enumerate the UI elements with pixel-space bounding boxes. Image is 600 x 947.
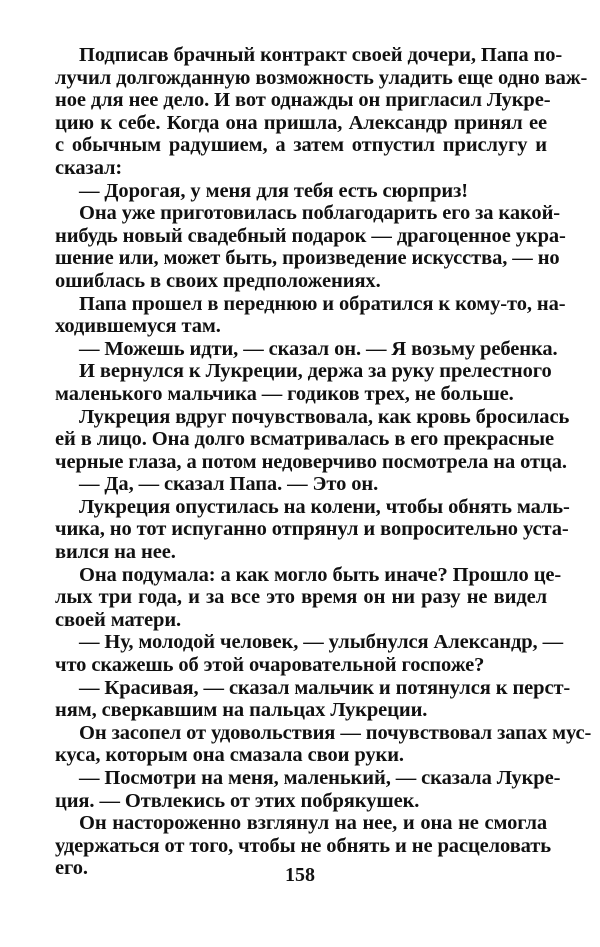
text-line: И вернулся к Лукреции, держа за руку прелестного xyxy=(79,360,552,383)
text-line: лучил долгожданную возможность уладить еще одно важ- xyxy=(55,66,588,89)
text-line: — Да, — сказал Папа. — Это он. xyxy=(79,473,379,496)
text-line: — Посмотри на меня, маленький, — сказала Лукре- xyxy=(79,767,561,789)
text-line: Она уже приготовилась поблагодарить его за какой- xyxy=(79,202,561,225)
text-line: с обычным радушием, а затем отпустил прислугу и xyxy=(55,134,547,157)
text-line: чика, но тот испуганно отпрянул и вопросительно уста- xyxy=(55,518,569,541)
text-line: ное для нее дело. И вот однажды он пригласил Лукре- xyxy=(55,89,551,112)
text-line: его. xyxy=(55,857,88,880)
text-line: куса, которым она смазала свои руки. xyxy=(55,744,404,767)
text-line: удержаться от того, чтобы не обнять и не расцеловать xyxy=(55,834,551,857)
text-line: Лукреция вдруг почувствовала, как кровь бросилась xyxy=(79,405,570,428)
text-line: Подписав брачный контракт своей дочери, Папа по- xyxy=(79,44,563,66)
text-line: Он настороженно взглянул на нее, и она не смогла xyxy=(79,812,547,835)
text-line: Он засопел от удовольствия — почувствовал запах мус- xyxy=(79,721,592,744)
body-text xyxy=(55,44,592,880)
text-line: — Красивая, — сказал мальчик и потянулся к перст- xyxy=(79,676,571,699)
text-line: черные глаза, а потом недоверчиво посмотрела на отца. xyxy=(55,450,567,473)
text-line: что скажешь об этой очаровательной госпоже? xyxy=(55,654,485,677)
text-line: своей матери. xyxy=(55,608,182,631)
text-line: лых три года, и за все это время он ни разу не видел xyxy=(55,586,547,609)
text-line: ция. — Отвлекись от этих побрякушек. xyxy=(55,789,420,812)
text-line: — Можешь идти, — сказал он. — Я возьму ребенка. xyxy=(79,337,558,360)
text-line: ей в лицо. Она долго всматривалась в его прекрасные xyxy=(55,428,554,451)
text-line: ням, сверкавшим на пальцах Лукреции. xyxy=(55,699,428,722)
page-number: 158 xyxy=(285,864,315,886)
text-line: Лукреция опустилась на колени, чтобы обнять маль- xyxy=(79,495,570,518)
text-line: — Дорогая, у меня для тебя есть сюрприз! xyxy=(79,179,468,202)
text-line: ошиблась в своих предположениях. xyxy=(55,269,381,292)
text-line: — Ну, молодой человек, — улыбнулся Александр, — xyxy=(79,631,563,654)
text-line: Папа прошел в переднюю и обратился к кому-то, на- xyxy=(79,292,566,315)
text-line: нибудь новый свадебный подарок — драгоценное укра- xyxy=(55,224,566,247)
text-line: вился на нее. xyxy=(55,541,176,564)
text-line: маленького мальчика — годиков трех, не больше. xyxy=(55,382,514,405)
text-line: ходившемуся там. xyxy=(55,315,221,338)
text-line: цию к себе. Когда она пришла, Александр принял ее xyxy=(55,111,547,134)
text-line: сказал: xyxy=(55,156,123,179)
text-line: Она подумала: а как могло быть иначе? Прошло це- xyxy=(79,563,562,586)
text-line: шение или, может быть, произведение искусства, — но xyxy=(55,247,560,270)
